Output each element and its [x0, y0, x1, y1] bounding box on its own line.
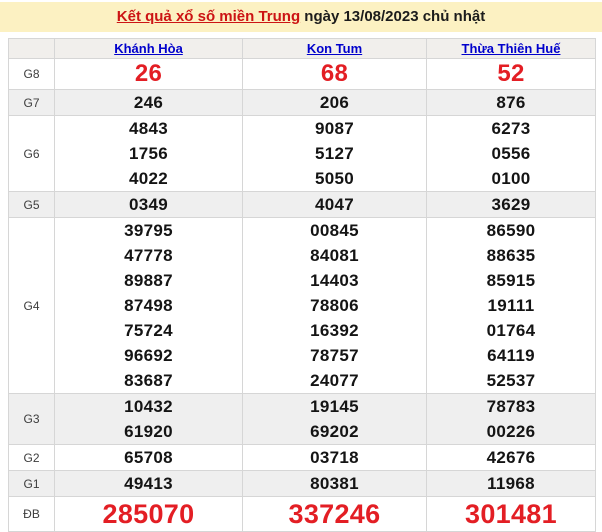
result-number: 00226: [486, 422, 536, 441]
prize-label: G7: [9, 90, 55, 116]
table-row: [9, 445, 596, 471]
result-number: 24077: [310, 371, 359, 390]
result-cell: [55, 90, 243, 116]
column-header-kon-tum: [243, 39, 427, 59]
column-link-thua-thien-hue[interactable]: Thừa Thiên Huế: [461, 41, 561, 56]
result-number: 246: [133, 93, 164, 112]
result-number: 68: [320, 60, 349, 87]
prize-label: G8: [9, 59, 55, 90]
column-header-thua-thien-hue: [427, 39, 596, 59]
result-number: 4047: [314, 195, 355, 214]
result-number: 16392: [310, 321, 359, 340]
result-cell: [243, 394, 427, 445]
page-title-bar: [0, 2, 602, 32]
result-number: 39795: [124, 221, 173, 240]
prize-label: G2: [9, 445, 55, 471]
result-number: 52537: [486, 371, 536, 390]
result-number: 0100: [491, 169, 531, 188]
result-number: 87498: [124, 296, 173, 315]
result-number: 337246: [288, 499, 381, 529]
result-number: 80381: [310, 474, 359, 493]
result-number: 206: [319, 93, 350, 112]
table-row: [9, 90, 596, 116]
result-number: 0349: [128, 195, 169, 214]
result-number: 5050: [314, 169, 355, 188]
result-number: 9087: [314, 119, 355, 138]
result-number: 61920: [124, 422, 173, 441]
result-number: 96692: [124, 346, 173, 365]
prize-label: G4: [9, 218, 55, 394]
prize-label: G5: [9, 192, 55, 218]
table-row: [9, 497, 596, 532]
results-tbody: [9, 59, 596, 532]
result-number: 49413: [124, 474, 173, 493]
result-cell: [55, 116, 243, 192]
result-number: 83687: [124, 371, 173, 390]
result-number: 78757: [310, 346, 359, 365]
result-cell: [427, 192, 596, 218]
result-number: 5127: [314, 144, 355, 163]
result-cell: [427, 394, 596, 445]
corner-cell: [9, 39, 55, 59]
result-cell: [55, 192, 243, 218]
result-cell: [243, 445, 427, 471]
table-row: [9, 394, 596, 445]
column-link-khanh-hoa[interactable]: Khánh Hòa: [114, 41, 183, 56]
page-title-date: ngày 13/08/2023 chủ nhật: [300, 8, 486, 25]
result-cell: [427, 59, 596, 90]
result-cell: [427, 218, 596, 394]
result-number: 876: [496, 93, 526, 112]
table-row: [9, 192, 596, 218]
result-number: 75724: [124, 321, 173, 340]
result-number: 301481: [465, 499, 557, 529]
result-cell: [243, 90, 427, 116]
result-cell: [427, 497, 596, 532]
result-cell: [427, 471, 596, 497]
table-row: [9, 116, 596, 192]
result-number: 52: [497, 60, 525, 87]
prize-label: ĐB: [9, 497, 55, 532]
result-number: 14403: [310, 271, 359, 290]
table-row: [9, 471, 596, 497]
result-cell: [243, 218, 427, 394]
prize-label: G3: [9, 394, 55, 445]
column-header-row: [9, 39, 596, 59]
column-link-kon-tum[interactable]: Kon Tum: [306, 41, 363, 56]
result-cell: [55, 445, 243, 471]
result-cell: [55, 497, 243, 532]
result-cell: [243, 116, 427, 192]
result-number: 85915: [486, 271, 536, 290]
result-number: 26: [134, 60, 163, 87]
result-cell: [243, 497, 427, 532]
result-number: 00845: [310, 221, 359, 240]
result-number: 65708: [124, 448, 173, 467]
result-number: 84081: [310, 246, 359, 265]
result-cell: [243, 59, 427, 90]
table-row: [9, 59, 596, 90]
results-table: [8, 38, 596, 532]
result-number: 6273: [491, 119, 531, 138]
result-cell: [55, 59, 243, 90]
column-header-khanh-hoa: [55, 39, 243, 59]
result-number: 47778: [124, 246, 173, 265]
result-number: 64119: [487, 346, 535, 365]
result-number: 78783: [486, 397, 536, 416]
result-cell: [427, 90, 596, 116]
result-number: 86590: [486, 221, 536, 240]
result-cell: [427, 445, 596, 471]
result-cell: [243, 192, 427, 218]
result-cell: [55, 394, 243, 445]
result-cell: [55, 218, 243, 394]
result-number: 19111: [487, 296, 535, 315]
result-number: 03718: [310, 448, 359, 467]
result-number: 11968: [487, 474, 535, 493]
prize-label: G1: [9, 471, 55, 497]
result-cell: [55, 471, 243, 497]
result-number: 4843: [128, 119, 169, 138]
result-number: 0556: [491, 144, 531, 163]
result-cell: [243, 471, 427, 497]
result-number: 10432: [124, 397, 173, 416]
page-title-link[interactable]: Kết quả xổ số miền Trung: [116, 8, 301, 25]
result-number: 285070: [102, 499, 195, 529]
result-number: 42676: [486, 448, 536, 467]
result-number: 4022: [128, 169, 169, 188]
table-row: [9, 218, 596, 394]
result-number: 01764: [486, 321, 536, 340]
result-number: 69202: [310, 422, 359, 441]
result-cell: [427, 116, 596, 192]
result-number: 78806: [310, 296, 359, 315]
result-number: 19145: [310, 397, 359, 416]
result-number: 1756: [128, 144, 169, 163]
prize-label: G6: [9, 116, 55, 192]
result-number: 89887: [124, 271, 173, 290]
result-number: 88635: [486, 246, 536, 265]
result-number: 3629: [491, 195, 531, 214]
